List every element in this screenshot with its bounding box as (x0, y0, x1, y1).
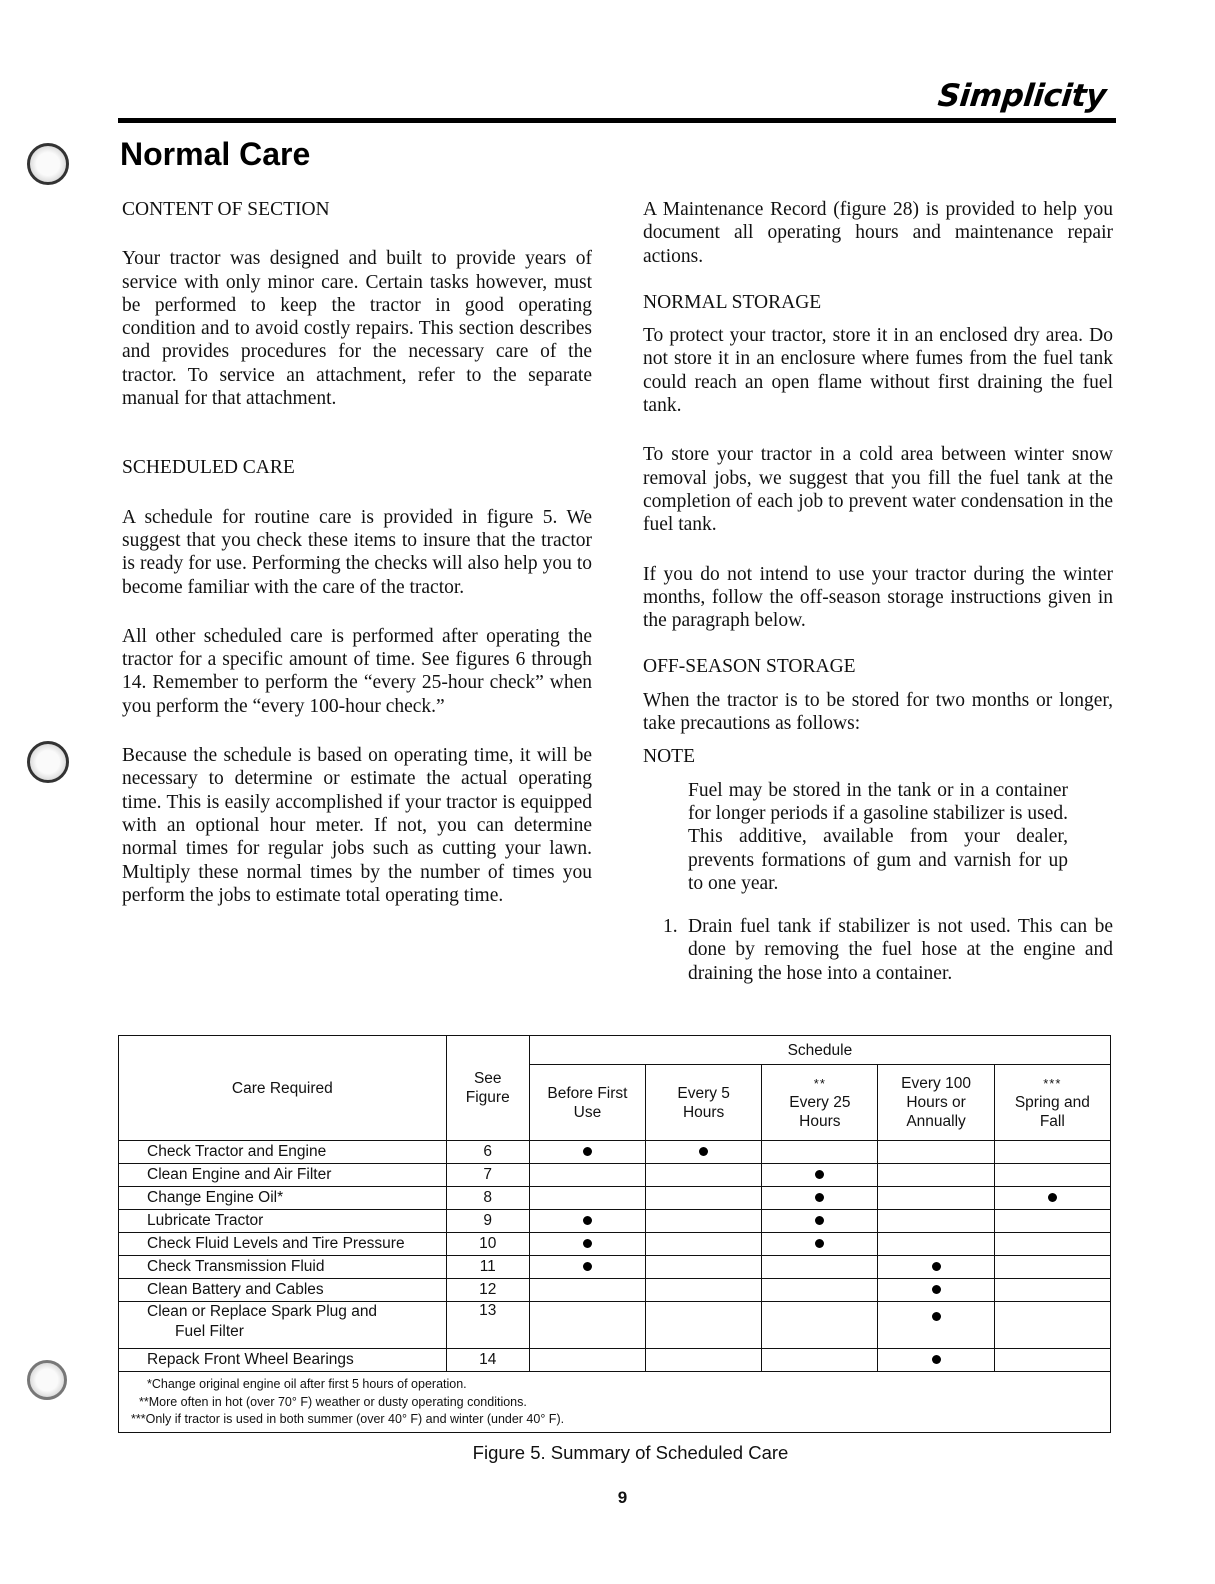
scheduled-paragraph-1: A schedule for routine care is provided in figure 5. We suggest that you check these items to insure that the tractor is ready for use. Performing the checks will also help you to become familiar with the care of the tractor. (122, 506, 592, 598)
section-heading-scheduled: SCHEDULED CARE (122, 457, 295, 479)
schedule-cell (762, 1256, 878, 1279)
schedule-cell (762, 1164, 878, 1187)
care-required-cell: Check Tractor and Engine (119, 1141, 447, 1164)
bullet-mark-icon (583, 1147, 592, 1156)
schedule-cell (529, 1187, 645, 1210)
left-column (122, 198, 592, 907)
bullet-mark-icon (815, 1239, 824, 1248)
note-body: Fuel may be stored in the tank or in a container for longer periods if a gasoline stabilizer is used. This additive, available from your dealer, prevents formations of gum and varnish for up to one year. (688, 779, 1068, 894)
header-rule (118, 118, 1116, 123)
schedule-cell (646, 1256, 762, 1279)
column-header-label: Every 100 Hours or Annually (901, 1075, 971, 1130)
schedule-cell (646, 1279, 762, 1302)
schedule-cell (878, 1141, 994, 1164)
schedule-cell (529, 1210, 645, 1233)
normal-storage-paragraph-3: If you do not intend to use your tractor during the winter months, follow the off-season storage instructions given in the paragraph below. (643, 563, 1113, 632)
page-title: Normal Care (120, 136, 311, 172)
see-figure-cell: 8 (446, 1187, 529, 1210)
binder-hole-icon (27, 1360, 67, 1400)
list-item-number: 1. (663, 916, 678, 938)
page-number (0, 1488, 1215, 1508)
footnote-marker: *** (1043, 1076, 1062, 1091)
schedule-cell (646, 1164, 762, 1187)
column-header-label: Every 25 Hours (789, 1094, 851, 1130)
binder-hole-icon (27, 143, 69, 185)
maintenance-record-paragraph: A Maintenance Record (figure 28) is provided to help you document all operating hours and maintenance repair actions. (643, 199, 1113, 267)
column-header-schedule (994, 1065, 1110, 1141)
see-figure-cell: 10 (446, 1233, 529, 1256)
schedule-cell (878, 1302, 994, 1349)
schedule-cell (878, 1349, 994, 1372)
bullet-mark-icon (583, 1262, 592, 1271)
schedule-cell (994, 1279, 1110, 1302)
schedule-cell (529, 1256, 645, 1279)
section-heading-content: CONTENT OF SECTION (122, 199, 330, 220)
bullet-mark-icon (815, 1193, 824, 1202)
normal-storage-paragraph-2: To store your tractor in a cold area between winter snow removal jobs, we suggest that you fill the fuel tank at the completion of each job to prevent water condensation in the fuel tank. (643, 444, 1113, 536)
schedule-cell (529, 1302, 645, 1349)
see-figure-cell: 11 (446, 1256, 529, 1279)
bullet-mark-icon (932, 1355, 941, 1364)
table-row (119, 1233, 1111, 1256)
bullet-mark-icon (1048, 1193, 1057, 1202)
schedule-cell (762, 1210, 878, 1233)
bullet-mark-icon (583, 1239, 592, 1248)
schedule-cell (529, 1233, 645, 1256)
table-row (119, 1187, 1111, 1210)
schedule-cell (878, 1210, 994, 1233)
see-figure-cell: 12 (446, 1279, 529, 1302)
schedule-cell (994, 1210, 1110, 1233)
scheduled-paragraph-3: Because the schedule is based on operating time, it will be necessary to determine or estimate the actual operating time. This is easily accomplished if your tractor is equipped with an optional hour meter. If not, you can determine normal times for regular jobs such as cutting your lawn. Multiply these normal times by the number of times you perform the jobs to estimate total operating time. (122, 745, 592, 906)
schedule-cell (529, 1349, 645, 1372)
section-heading-normal-storage: NORMAL STORAGE (643, 291, 822, 313)
see-figure-cell: 14 (446, 1349, 529, 1372)
schedule-cell (646, 1141, 762, 1164)
scheduled-paragraph-2: All other scheduled care is performed after operating the tractor for a specific amount of time. See figures 6 through 14. Remember to perform the “every 25-hour check” when you perform the “every 100-hour check.” (122, 625, 592, 717)
schedule-cell (994, 1141, 1110, 1164)
bullet-mark-icon (932, 1285, 941, 1294)
offseason-paragraph: When the tractor is to be stored for two months or longer, take precautions as follows: (643, 689, 1113, 735)
schedule-cell (762, 1233, 878, 1256)
section-heading-offseason: OFF-SEASON STORAGE (643, 656, 856, 678)
bullet-mark-icon (932, 1312, 941, 1321)
footnote: ***Only if tractor is used in both summer (over 40° F) and winter (under 40° F). (131, 1412, 565, 1426)
care-required-cell: Check Transmission Fluid (119, 1256, 447, 1279)
bullet-mark-icon (699, 1147, 708, 1156)
care-required-cell: Check Fluid Levels and Tire Pressure (119, 1233, 447, 1256)
see-figure-cell: 13 (446, 1302, 529, 1349)
schedule-cell (762, 1302, 878, 1349)
see-figure-cell: 6 (446, 1141, 529, 1164)
column-header-care: Care Required (119, 1036, 447, 1141)
care-required-cell: Clean Battery and Cables (119, 1279, 447, 1302)
bullet-mark-icon (583, 1216, 592, 1225)
see-figure-cell: 7 (446, 1164, 529, 1187)
brand-logo: Simplicity (936, 78, 1108, 114)
schedule-cell (646, 1349, 762, 1372)
schedule-cell (994, 1349, 1110, 1372)
care-required-cell: Lubricate Tractor (119, 1210, 447, 1233)
list-item (663, 915, 1113, 985)
schedule-cell (994, 1302, 1110, 1349)
list-item-text: Drain fuel tank if stabilizer is not used. This can be done by removing the fuel hose at the engine and draining the hose into a container. (688, 916, 1113, 984)
schedule-cell (878, 1256, 994, 1279)
bullet-mark-icon (815, 1216, 824, 1225)
care-required-cell: Clean Engine and Air Filter (119, 1164, 447, 1187)
care-required-cell: Clean or Replace Spark Plug and Fuel Filter (119, 1302, 447, 1349)
column-header-schedule (529, 1065, 645, 1141)
table-row (119, 1141, 1111, 1164)
schedule-cell (646, 1302, 762, 1349)
table-row (119, 1210, 1111, 1233)
table-row (119, 1256, 1111, 1279)
schedule-cell (529, 1141, 645, 1164)
schedule-cell (529, 1279, 645, 1302)
schedule-cell (529, 1164, 645, 1187)
column-header-label: Spring and Fall (1014, 1094, 1090, 1130)
schedule-cell (994, 1164, 1110, 1187)
figure-caption-text: Figure 5. Summary of Scheduled Care (472, 1442, 789, 1463)
footnote: *Change original engine oil after first 5 hours of operation. (147, 1377, 467, 1391)
column-header-label: Every 5 Hours (677, 1084, 730, 1121)
schedule-table (118, 1035, 1111, 1433)
table-footnotes (119, 1372, 1111, 1433)
schedule-cell (994, 1256, 1110, 1279)
schedule-cell (646, 1233, 762, 1256)
right-column (643, 198, 1113, 985)
care-required-cell: Change Engine Oil* (119, 1187, 447, 1210)
bullet-mark-icon (815, 1170, 824, 1179)
footnote: **More often in hot (over 70° F) weather or dusty operating conditions. (139, 1394, 527, 1409)
binder-hole-icon (27, 741, 69, 783)
schedule-cell (878, 1187, 994, 1210)
schedule-cell (878, 1279, 994, 1302)
schedule-cell (878, 1164, 994, 1187)
see-figure-cell: 9 (446, 1210, 529, 1233)
column-header-figure: See Figure (446, 1036, 529, 1141)
content-paragraph: Your tractor was designed and built to provide years of service with only minor care. Certain tasks however, must be performed to keep the tractor in good operating condition and to avoid costly repairs. This section describes and provides procedures for the necessary care of the tractor. To service an attachment, refer to the separate manual for that attachment. (122, 248, 592, 410)
care-required-cell: Repack Front Wheel Bearings (119, 1349, 447, 1372)
schedule-cell (762, 1141, 878, 1164)
column-header-schedule (646, 1065, 762, 1141)
schedule-group-header: Schedule (529, 1036, 1110, 1065)
column-header-schedule (878, 1065, 994, 1141)
schedule-cell (994, 1233, 1110, 1256)
column-header-schedule (762, 1065, 878, 1141)
schedule-cell (878, 1233, 994, 1256)
note-heading: NOTE (643, 746, 695, 768)
footnote-marker: ** (813, 1076, 826, 1091)
figure-caption (0, 1442, 1215, 1464)
table-row (119, 1279, 1111, 1302)
schedule-cell (762, 1349, 878, 1372)
schedule-cell (762, 1187, 878, 1210)
table-row (119, 1349, 1111, 1372)
schedule-cell (646, 1187, 762, 1210)
bullet-mark-icon (932, 1262, 941, 1271)
scheduled-care-table (118, 1035, 1111, 1433)
schedule-cell (994, 1187, 1110, 1210)
column-header-label: Before First Use (547, 1084, 628, 1121)
schedule-cell (646, 1210, 762, 1233)
page-number-text: 9 (617, 1488, 628, 1507)
table-row (119, 1164, 1111, 1187)
table-row (119, 1302, 1111, 1349)
schedule-cell (762, 1279, 878, 1302)
normal-storage-paragraph-1: To protect your tractor, store it in an enclosed dry area. Do not store it in an enclosure where fumes from the fuel tank could reach an open flame without first draining the fuel tank. (643, 325, 1113, 417)
